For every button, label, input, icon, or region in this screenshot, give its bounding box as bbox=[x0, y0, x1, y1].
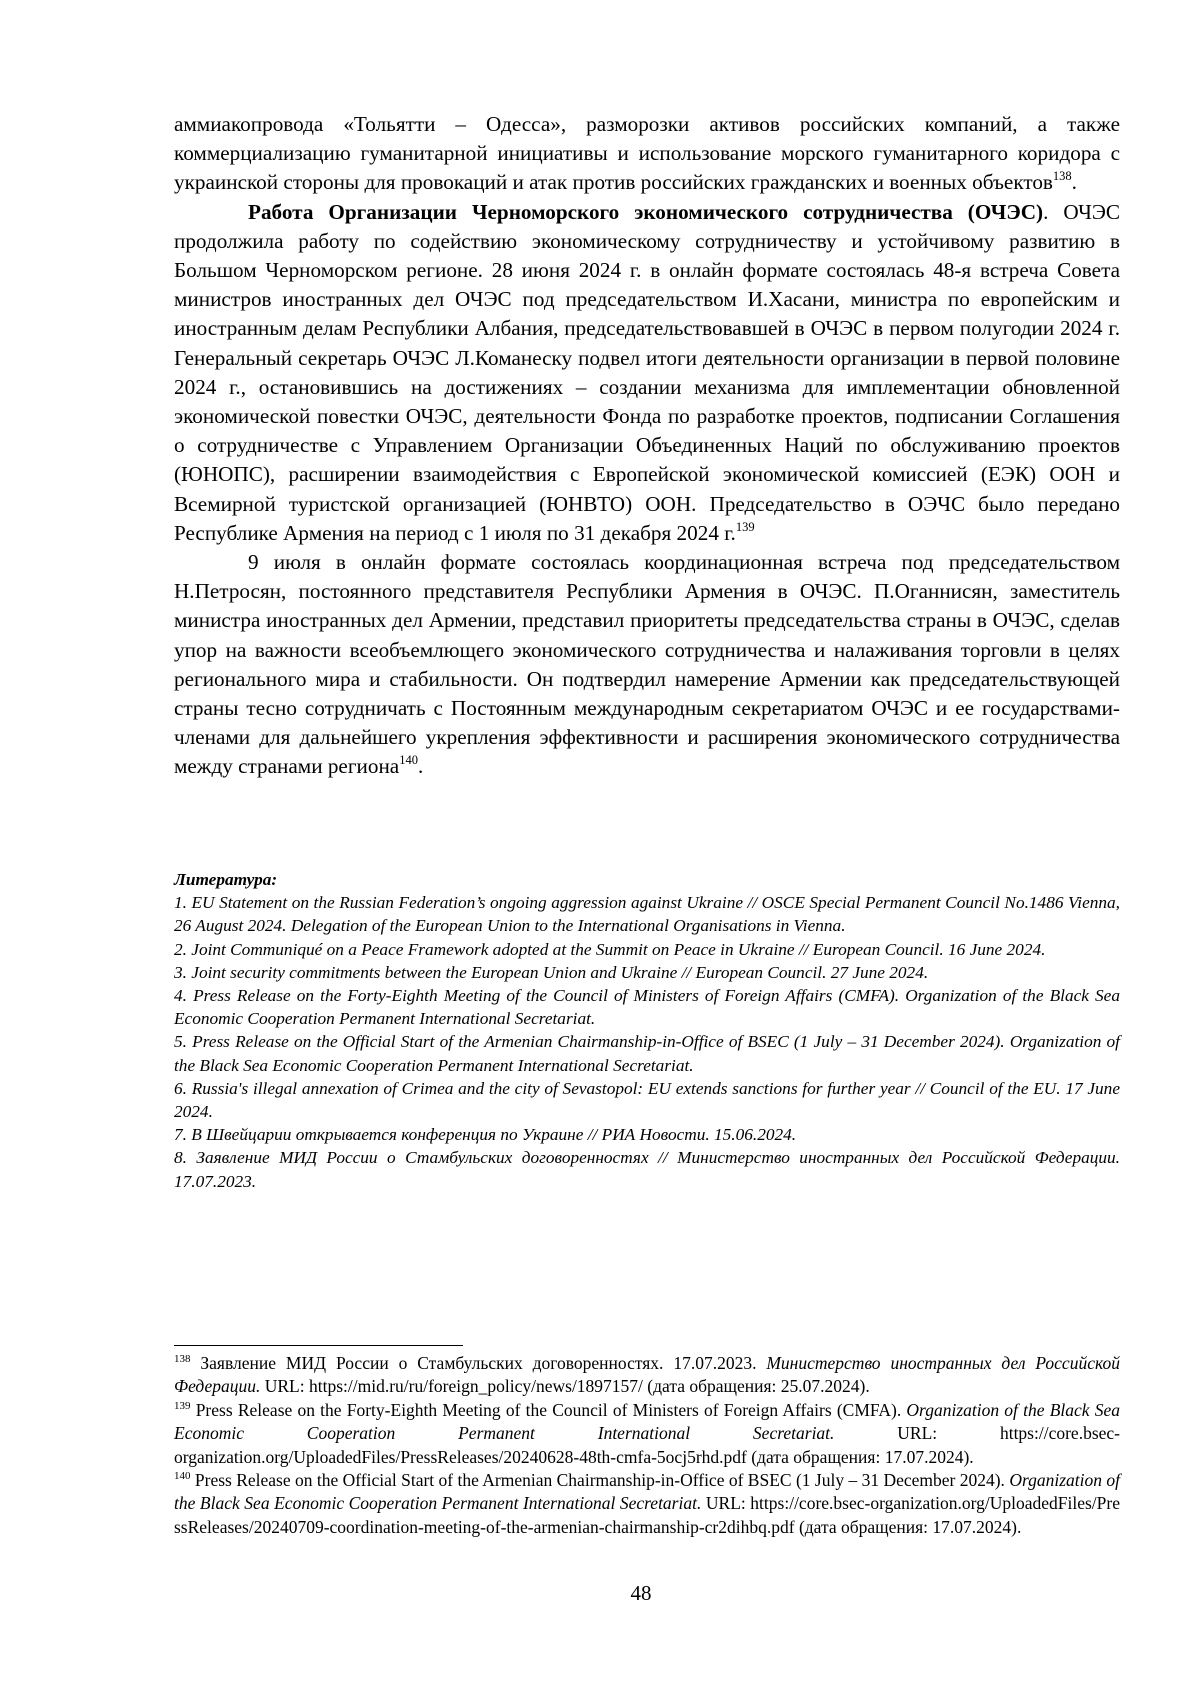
paragraph-2 bbox=[174, 198, 1120, 548]
footnote-source: Organization of the Black Sea Economic Cooperation Permanent International Secretariat. bbox=[174, 1470, 1120, 1514]
footnote bbox=[174, 1469, 1120, 1539]
paragraph-text: ОЧЭС продолжила работу по содействию экономическому сотрудничеству и устойчивому развитию в Большом Черноморском регионе. 28 июня 2024 г. в онлайн формате состоялась 48-я встреча Совета министров иностранных дел ОЧЭС под председательством И.Хасани, министра по европейским и иностранным делам Республики Албания, председательствовавшей в ОЧЭС в первом полугодии 2024 г. Генеральный секретарь ОЧЭС Л.Команеску подвел итоги деятельности организации в первой половине 2024 г., остановившись на достижениях – создании механизма для имплементации обновленной экономической повестки ОЧЭС, деятельности Фонда по разработке проектов, подписании Соглашения о сотрудничестве с Управлением Организации Объединенных Наций по обслуживанию проектов (ЮНОПС), расширении взаимодействия с Европейской экономической комиссией (ЕЭК) ООН и Всемирной туристской организацией (ЮНВТО) ООН. Председательство в ОЭЧС было передано Республике Армения на период с 1 июля по 31 декабря 2024 г. bbox=[174, 199, 1120, 545]
footnote-url: URL: https://core.bsec-organization.org/UploadedFiles/PressReleases/20240709-coordination-meeting-of-the-armenian-chairmanship-cr2dihbq.pdf (дата обращения: 17.07.2024). bbox=[174, 1493, 1120, 1537]
footnote-source: Organization of the Black Sea Economic Cooperation Permanent International Secretariat. bbox=[174, 1399, 1121, 1444]
literature-item: 2. Joint Communiqué on a Peace Framework adopted at the Summit on Peace in Ukraine // European Council. 16 June 2024. bbox=[174, 939, 1046, 959]
footnote-url: URL: https://mid.ru/ru/foreign_policy/news/1897157/ (дата обращения: 25.07.2024). bbox=[260, 1376, 870, 1397]
footnote bbox=[174, 1399, 1120, 1469]
literature-item: 4. Press Release on the Forty-Eighth Meeting of the Council of Ministers of Foreign Affairs (CMFA). Organization of the Black Sea Economic Cooperation Permanent International Secretariat. bbox=[174, 986, 1120, 1029]
footnote bbox=[174, 1352, 1120, 1399]
literature-item: 6. Russia's illegal annexation of Crimea and the city of Sevastopol: EU extends sanctions for further year // Council of the EU. 17 June 2024. bbox=[174, 1078, 1120, 1122]
footnote-text: Press Release on the Forty-Eighth Meeting of the Council of Ministers of Foreign Affairs (CMFA). bbox=[190, 1399, 907, 1420]
literature-item: 3. Joint security commitments between the European Union and Ukraine // European Council. 27 June 2024. bbox=[174, 962, 929, 982]
paragraph-1 bbox=[174, 110, 1120, 198]
main-text bbox=[174, 110, 1120, 782]
footnotes bbox=[174, 1352, 1120, 1539]
literature-item: 7. В Швейцарии открывается конференция по Украине // РИА Новости. 15.06.2024. bbox=[174, 1125, 797, 1145]
literature-item: 1. EU Statement on the Russian Federation’s ongoing aggression against Ukraine // OSCE Special Permanent Council No.1486 Vienna, 26 August 2024. Delegation of the European Union to the International Organisations in Vienna. bbox=[174, 893, 1120, 936]
footnote-url: URL: https://core.bsec-organization.org/UploadedFiles/PressReleases/20240628-48th-cmfa-5ocj5rhd.pdf (дата обращения: 17.07.2024). bbox=[174, 1423, 1120, 1467]
paragraph-text: 9 июля в онлайн формате состоялась координационная встреча под председательством Н.Петросян, постоянного представителя Республики Армения в ОЧЭС. П.Оганнисян, заместитель министра иностранных дел Армении, представил приоритеты председательства страны в ОЧЭС, сделав упор на важности всеобъемлющего экономического сотрудничества и налаживания торговли в целях регионального мира и стабильности. Он подтвердил намерение Армении как председательствующей страны тесно сотрудничать с Постоянным международным секретариатом ОЧЭС и ее государствами-членами для дальнейшего укрепления эффективности и расширения экономического сотрудничества между странами региона bbox=[174, 550, 1120, 779]
literature-list bbox=[174, 868, 1120, 1193]
paragraph-end: . bbox=[1071, 170, 1077, 195]
literature-item: 8. Заявление МИД России о Стамбульских договоренностях // Министерство иностранных дел Российской Федерации. 17.07.2023. bbox=[174, 1148, 1120, 1191]
literature-item: 5. Press Release on the Official Start of the Armenian Chairmanship-in-Office of BSEC (1 July – 31 December 2024). Organization of the Black Sea Economic Cooperation Permanent International Secretariat. bbox=[174, 1032, 1120, 1075]
footnote-ref: 140 bbox=[399, 753, 418, 768]
literature-heading: Литература: bbox=[174, 870, 278, 889]
section-heading: Работа Организации Черноморского экономического сотрудничества (ОЧЭС) bbox=[248, 199, 1044, 224]
footnote-source: Министерство иностранных дел Российской Федерации. bbox=[174, 1353, 1120, 1397]
footnote-number: 138 bbox=[174, 1353, 191, 1365]
paragraph-text: аммиакопровода «Тольятти – Одесса», разморозки активов российских компаний, а также коммерциализацию гуманитарной инициативы и использование морского гуманитарного коридора с украинской стороны для провокаций и атак против российских гражданских и военных объектов bbox=[174, 112, 1120, 195]
footnote-ref: 138 bbox=[1052, 169, 1072, 184]
footnote-text: Press Release on the Official Start of the Armenian Chairmanship-in-Office of BSEC (1 July – 31 December 2024). bbox=[190, 1470, 1010, 1491]
footnote-number: 139 bbox=[174, 1399, 191, 1412]
heading-end: . bbox=[1043, 199, 1049, 224]
footnote-separator bbox=[174, 1345, 463, 1346]
paragraph-3 bbox=[174, 548, 1120, 782]
footnote-ref: 139 bbox=[735, 519, 755, 534]
page-number: 48 bbox=[630, 1581, 652, 1605]
footnote-number: 140 bbox=[174, 1470, 191, 1483]
paragraph-end: . bbox=[417, 754, 424, 779]
footnote-text: Заявление МИД России о Стамбульских договоренностях. 17.07.2023. bbox=[190, 1353, 767, 1373]
